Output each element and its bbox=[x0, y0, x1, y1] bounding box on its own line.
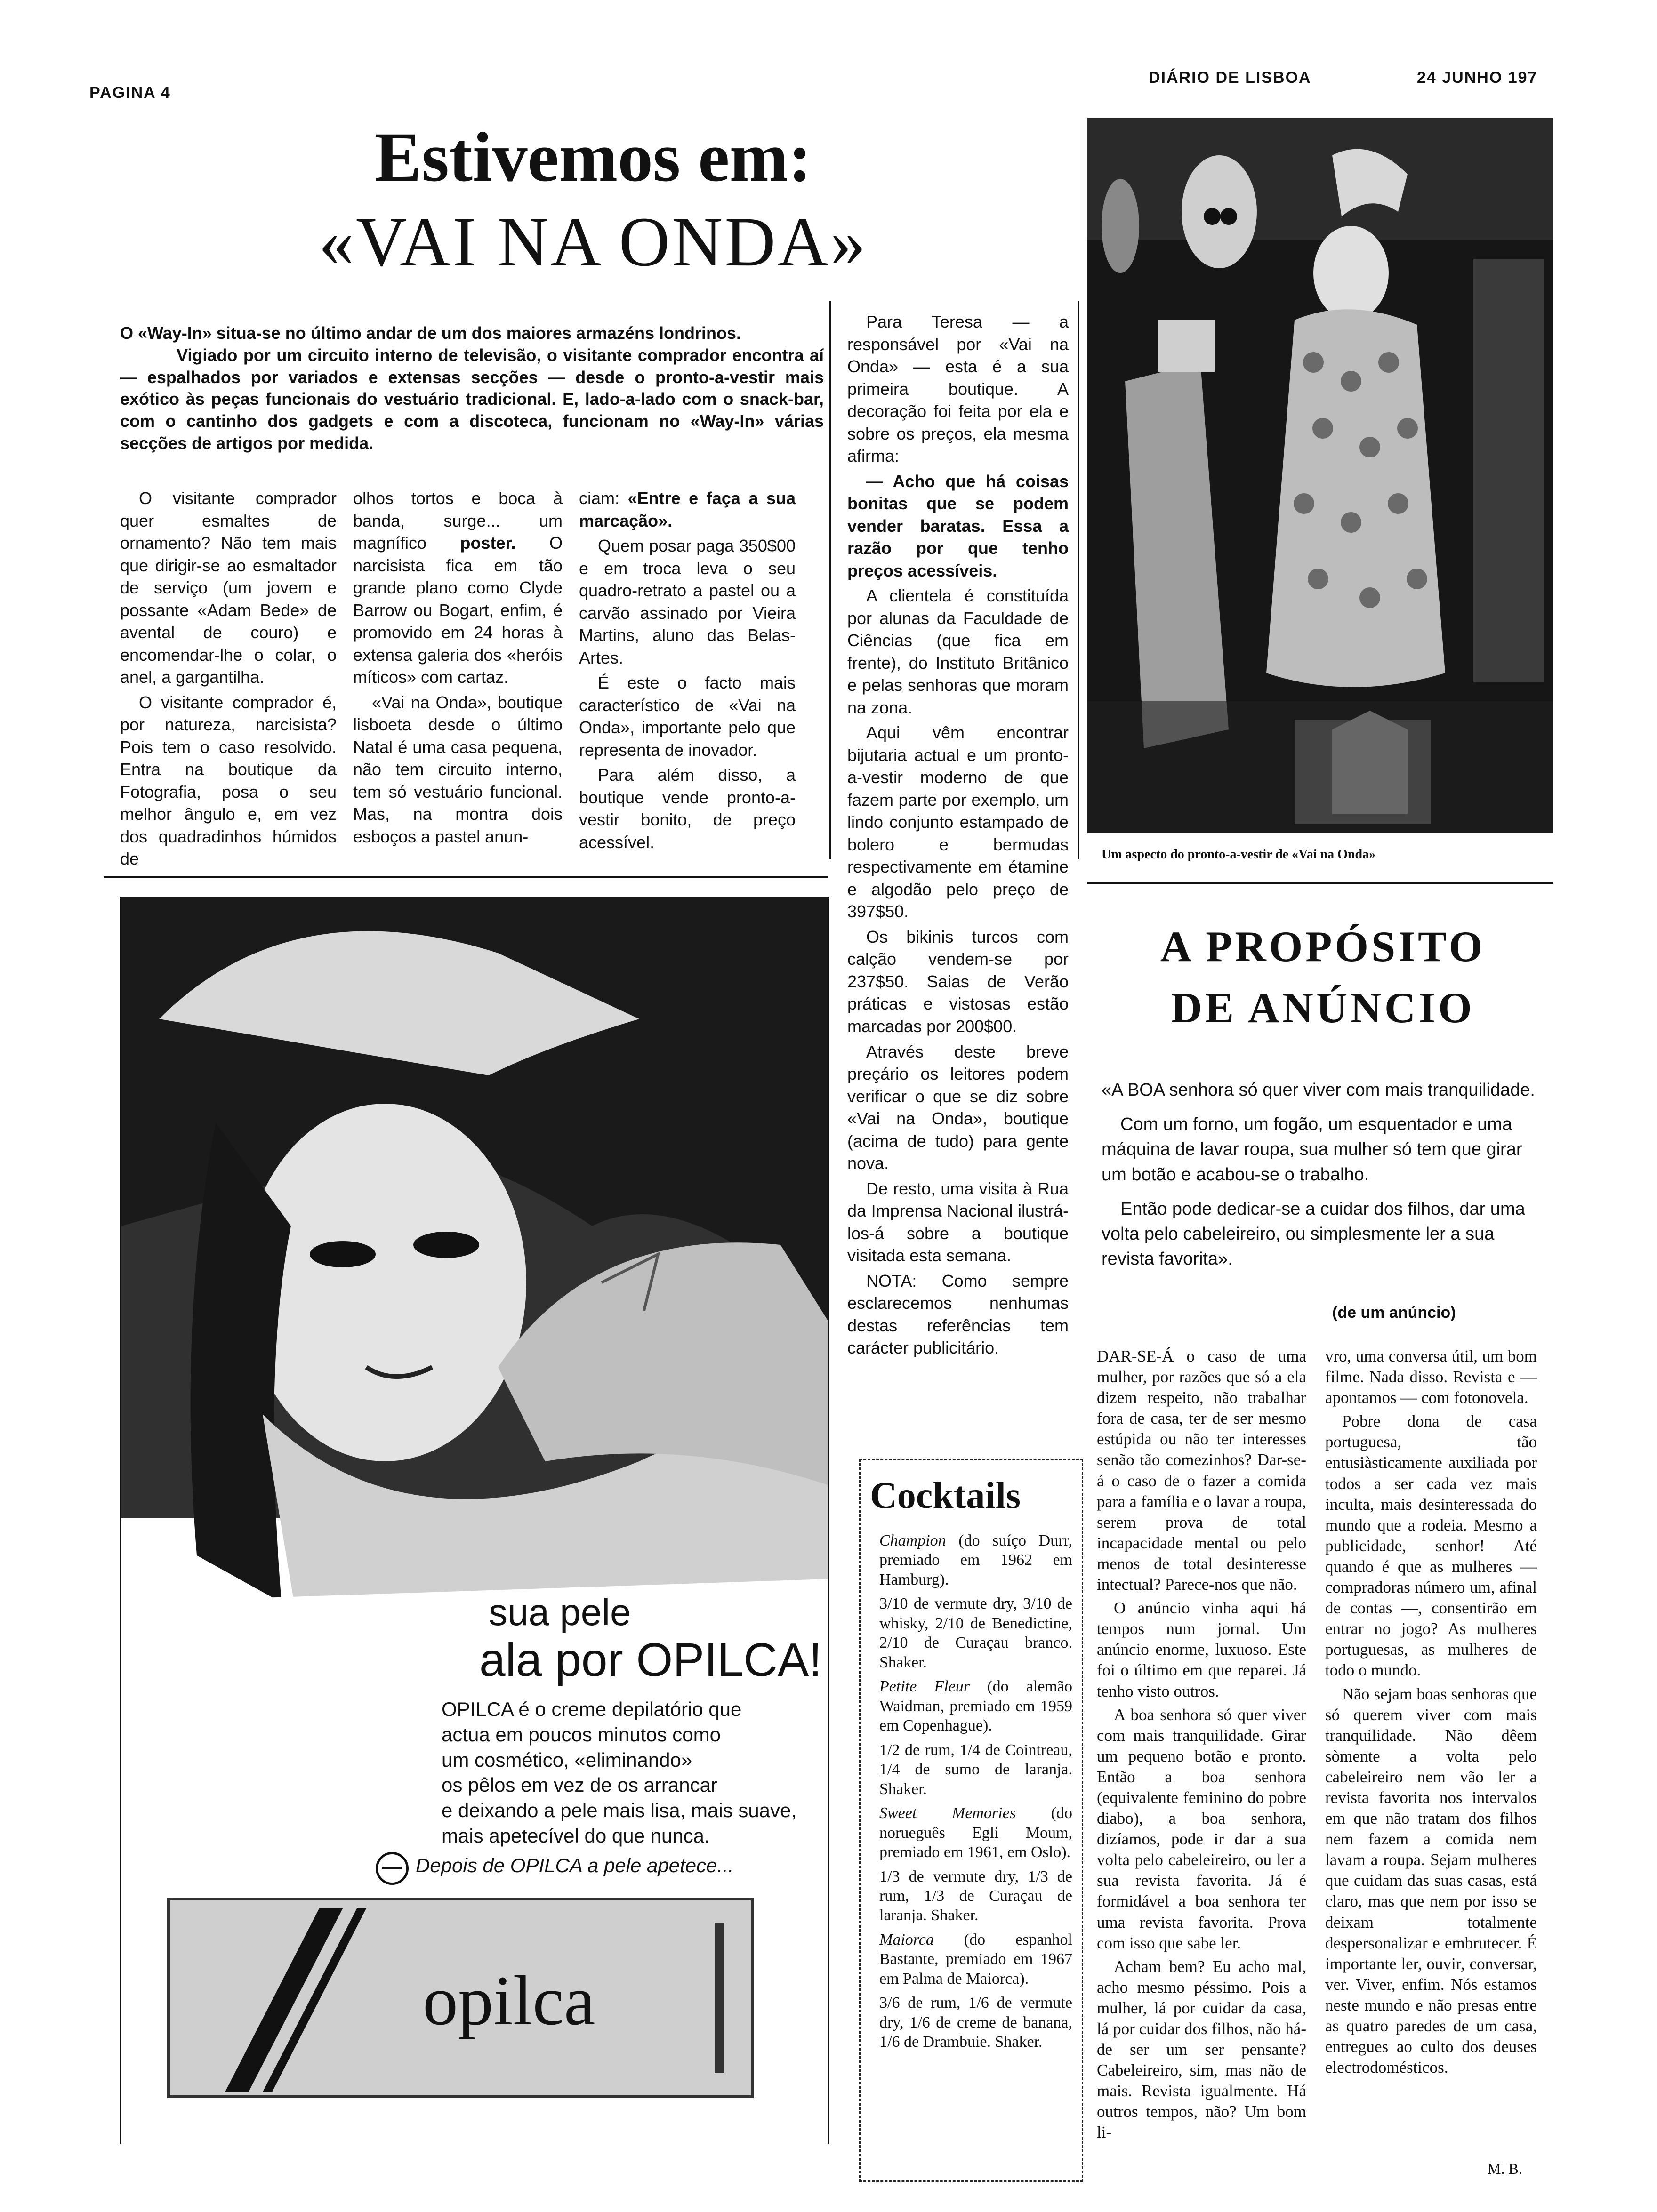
col4-paragraph-1: A clientela é constituída por alunas da Faculdade de Ciências (que fica em frente), do Instituto Britânico e pelas senhoras que moram na zona. bbox=[847, 586, 1069, 717]
quote-paragraph-1: «A BOA senhora só quer viver com mais tranquilidade. bbox=[1102, 1080, 1535, 1100]
proposito-a-paragraph-4: Acham bem? Eu acho mal, acho mesmo péssimo. Pois a mulher, lá por cuidar da casa, lá por cuidar dos filhos, não há-de ser um ser pensante? Cabeleireiro, sim, mas não de mais. Revista igualmente. Há outros tempos, não? Um bom li- bbox=[1097, 1957, 1306, 2142]
cocktail-recipe: 3/6 de rum, 1/6 de vermute dry, 1/6 de creme de banana, 1/6 de Drambuie. Shaker. bbox=[879, 1994, 1072, 2051]
proposito-b-paragraph-2: Pobre dona de casa portuguesa, tão entusiàsticamente auxiliada por todos a ser cada vez mais inculta, mais desinteressada do mundo que a rodeia. Mesmo a publicidade, senhor! Até quando é que as mulheres — compradoras número um, afinal de contas —, consentirão em entrar no jogo? As mulheres portuguesas, as mulheres de todo o mundo. bbox=[1325, 1412, 1537, 1680]
cocktails-list bbox=[879, 1531, 1072, 2057]
article-title-line1: Estivemos em: bbox=[374, 118, 812, 196]
col4-paragraph-4: Através deste breve preçário os leitores podem verificar o que se diz sobre «Vai na Onda», boutique (acima de tudo) para gente nova. bbox=[847, 1042, 1069, 1173]
proposito-title-line2: DE ANÚNCIO bbox=[1171, 984, 1475, 1032]
cocktails-title: Cocktails bbox=[870, 1475, 1021, 1516]
advert-body-line-2: actua em poucos minutos como bbox=[442, 1723, 721, 1746]
col3-text-a: ciam: bbox=[579, 489, 628, 508]
advert-body-line-5: e deixando a pele mais lisa, mais suave, bbox=[442, 1799, 797, 1821]
proposito-a-paragraph-2: O anúncio vinha aqui há tempos num jornal. Um anúncio enorme, luxuoso. Este foi o último em que reparei. Já tenho visto outros. bbox=[1097, 1599, 1306, 1700]
advert-body-line-1: OPILCA é o creme depilatório que bbox=[442, 1698, 742, 1720]
col2-text-b: O narcisista fica em tão grande plano como Clyde Barrow ou Bogart, enfim, é promovido em 24 horas à extensa galeria dos «heróis míticos» com cartaz. bbox=[353, 533, 563, 687]
cocktail-item: Maiorca (do espanhol Bastante, premiado em 1967 em Palma de Maiorca). bbox=[879, 1931, 1072, 1988]
proposito-column-a bbox=[1097, 1346, 1306, 2146]
product-name: opilca bbox=[423, 1962, 595, 2040]
cocktail-recipe: 1/2 de rum, 1/4 de Cointreau, 1/4 de sumo de laranja. Shaker. bbox=[879, 1741, 1072, 1798]
newspaper-name: DIÁRIO DE LISBOA bbox=[1149, 69, 1311, 87]
col2-paragraph-2: «Vai na Onda», boutique lisboeta desde o último Natal é uma casa pequena, não tem circuito interno, tem só vestuário funcional. Mas, na montra dois esboços a pastel anun- bbox=[353, 692, 563, 846]
opilca-advert bbox=[120, 897, 829, 2144]
cocktail-recipe: 3/10 de vermute dry, 3/10 de whisky, 2/10 de Benedictine, 2/10 de Curaçau branco. Shaker. bbox=[879, 1595, 1072, 1671]
page-number: PAGINA 4 bbox=[89, 84, 171, 102]
cocktail-recipe: 1/3 de vermute dry, 1/3 de rum, 1/3 de Curaçau de laranja. Shaker. bbox=[879, 1867, 1072, 1924]
quote-paragraph-3: Então pode dedicar-se a cuidar dos filhos, dar uma volta pelo cabeleireiro, ou simplesmente ler a sua revista favorita». bbox=[1102, 1199, 1525, 1269]
article-column-1 bbox=[120, 487, 337, 873]
photo-caption: Um aspecto do pronto-a-vestir de «Vai na Onda» bbox=[1102, 847, 1376, 862]
column-divider-left bbox=[829, 301, 831, 859]
cocktail-item: Sweet Memories (do norueguês Egli Moum, premiado em 1961, em Oslo). bbox=[879, 1804, 1072, 1861]
col3-paragraph-2: Quem posar paga 350$00 e em troca leva o seu quadro-retrato a pastel ou a carvão assinado por Vieira Martins, aluno das Belas-Artes. bbox=[579, 536, 796, 667]
cocktail-item: Champion (do suíço Durr, premiado em 1962 em Hamburg). bbox=[879, 1532, 1072, 1588]
col4-paragraph-5: De resto, uma visita à Rua da Imprensa Nacional ilustrá-los-á sobre a boutique visitada esta semana. bbox=[847, 1178, 1069, 1266]
cocktail-item: Petite Fleur (do alemão Waidman, premiado em 1959 em Copenhague). bbox=[879, 1678, 1072, 1735]
col4-paragraph-intro: Para Teresa — a responsável por «Vai na Onda» — esta é a sua primeira boutique. A decoração foi feita por ela e sobre os preços, ela mesma afirma: bbox=[847, 312, 1069, 466]
advert-photo bbox=[121, 897, 828, 2144]
col3-paragraph-1 bbox=[579, 487, 796, 532]
issue-date: 24 JUNHO 197 bbox=[1417, 69, 1538, 87]
column-divider-right bbox=[1078, 301, 1079, 859]
article-title-line2: «VAI NA ONDA» bbox=[319, 203, 868, 281]
col3-paragraph-4: Para além disso, a boutique vende pronto-a-vestir bonito, de preço acessível. bbox=[579, 765, 796, 852]
advert-tagline: Depois de OPILCA a pele apetece... bbox=[416, 1854, 734, 1876]
col2-text-a: olhos tortos e boca à banda, surge... um magnífico bbox=[353, 489, 563, 553]
section-divider-right bbox=[1087, 882, 1553, 884]
col1-paragraph-2: O visitante comprador é, por natureza, narcisista? Pois tem o caso resolvido. Entra na boutique da Fotografia, posa o seu melhor ângulo e, em vez dos quadradinhos húmidos de bbox=[120, 692, 337, 869]
intro-paragraph-1: O «Way-In» situa-se no último andar de um dos maiores armazéns londrinos. bbox=[120, 323, 741, 343]
proposito-quote bbox=[1102, 1078, 1539, 1274]
cocktails-box bbox=[859, 1459, 1083, 2182]
col3-paragraph-3: É este o facto mais característico de «Vai na Onda», importante pelo que representa de inovador. bbox=[579, 673, 796, 760]
boutique-photo-illustration bbox=[1087, 118, 1553, 833]
col4-paragraph-3: Os bikinis turcos com calção vendem-se por 237$50. Saias de Verão práticas e vistosas estão marcadas por 200$00. bbox=[847, 927, 1069, 1036]
col2-poster-bold: poster. bbox=[460, 533, 516, 553]
article-column-4 bbox=[847, 311, 1069, 1362]
proposito-a-paragraph-1: DAR-SE-Á o caso de uma mulher, por razões que só a ela dizem respeito, não trabalhar fora de casa, ter de ser mesmo estúpida ou não ter interesses senão tão comezinhos? Dar-se-á o caso de o fazer a comida para a família e o lavar a roupa, serem prova de total incapacidade mental ou pelo menos de total desinteresse intectual? Parece-nos que não. bbox=[1097, 1347, 1306, 1594]
col2-paragraph-1 bbox=[353, 487, 563, 689]
advert-body-line-4: os pêlos em vez de os arrancar bbox=[442, 1774, 717, 1796]
proposito-column-b bbox=[1325, 1346, 1537, 2081]
proposito-a-paragraph-3: A boa senhora só quer viver com mais tranquilidade. Girar um pequeno botão e pronto. Então a boa senhora (equivalente feminino do pobre diabo), a boa senhora, dizíamos, pode ir dar a sua volta pelo cabeleireiro, ou ler a sua revista favorita. Já é formidável a boa senhora ter uma revista favorita. Prova com isso que sabe ler. bbox=[1097, 1705, 1306, 1952]
intro-paragraph-2: Vigiado por um circuito interno de televisão, o visitante comprador encontra aí — espalhados por variados e extensas secções — desde o pronto-a-vestir mais exótico às peças funcionais do vestuário tradicional. E, lado-a-lado com o snack-bar, com o cantinho dos gadgets e com a discoteca, funcionam no «Way-In» várias secções de artigos por medida. bbox=[120, 345, 824, 453]
advert-body-line-3: um cosmético, «eliminando» bbox=[442, 1748, 692, 1771]
col3-bold-quote: «Entre e faça a sua marcação». bbox=[579, 489, 796, 530]
advert-body-line-6: mais apetecível do que nunca. bbox=[442, 1824, 710, 1847]
proposito-title-line1: A PROPÓSITO bbox=[1160, 922, 1486, 970]
opilca-logo-icon bbox=[376, 1852, 409, 1885]
author-signature: M. B. bbox=[1488, 2160, 1522, 2177]
col4-paragraph-2: Aqui vêm encontrar bijutaria actual e um pronto-a-vestir moderno de que fazem parte por exemplo, um lindo conjunto estampado de bolero e bermudas respectivamente em étamine e algodão pelo preço de 397$50. bbox=[847, 723, 1069, 922]
article-intro bbox=[120, 322, 824, 455]
article-column-3 bbox=[579, 487, 796, 856]
quote-source: (de um anúncio) bbox=[1332, 1304, 1456, 1322]
col1-paragraph-1: O visitante comprador quer esmaltes de ornamento? Não tem mais que dirigir-se ao esmaltador de serviço (um jovem e possante «Adam Bede» de avental de couro) e encomendar-lhe o colar, o anel, a gargantilha. bbox=[120, 489, 337, 687]
proposito-b-paragraph-3: Não sejam boas senhoras que só querem viver com mais tranquilidade. Não dêem sòmente a volta pelo cabeleireiro nem vão ler a revista favorita nos intervalos em que não tratam dos filhos nem fazem a comida nem lavam a roupa. Sejam mulheres que cuidam das suas casas, está claro, mas que nem por isso se deixam totalmente despersonalizar e embrutecer. É importante ler, ouvir, conversar, ver. Viver, enfim. Nós estamos neste mundo e não presas entre as quatro paredes de um casa, entregues ao culto dos deuses electrodomésticos. bbox=[1325, 1684, 1537, 2077]
boutique-photo bbox=[1087, 118, 1553, 833]
advert-headline-2: ala por OPILCA! bbox=[479, 1634, 822, 1686]
advert-headline-1: sua pele bbox=[489, 1591, 631, 1633]
col4-paragraph-6: NOTA: Como sempre esclarecemos nenhumas destas referências tem carácter publicitário. bbox=[847, 1271, 1069, 1358]
section-divider-top bbox=[104, 876, 828, 878]
quote-paragraph-2: Com um forno, um fogão, um esquentador e uma máquina de lavar roupa, sua mulher só tem que girar um botão e acabou-se o trabalho. bbox=[1102, 1114, 1522, 1185]
proposito-b-paragraph-1: vro, uma conversa útil, um bom filme. Nada disso. Revista e — apontamos — com fotonovela. bbox=[1325, 1347, 1537, 1407]
col4-paragraph-quote: — Acho que há coisas bonitas que se podem vender baratas. Essa a razão por que tenho preços acessíveis. bbox=[847, 471, 1069, 580]
advert-body bbox=[442, 1697, 818, 1849]
article-column-2 bbox=[353, 487, 563, 850]
